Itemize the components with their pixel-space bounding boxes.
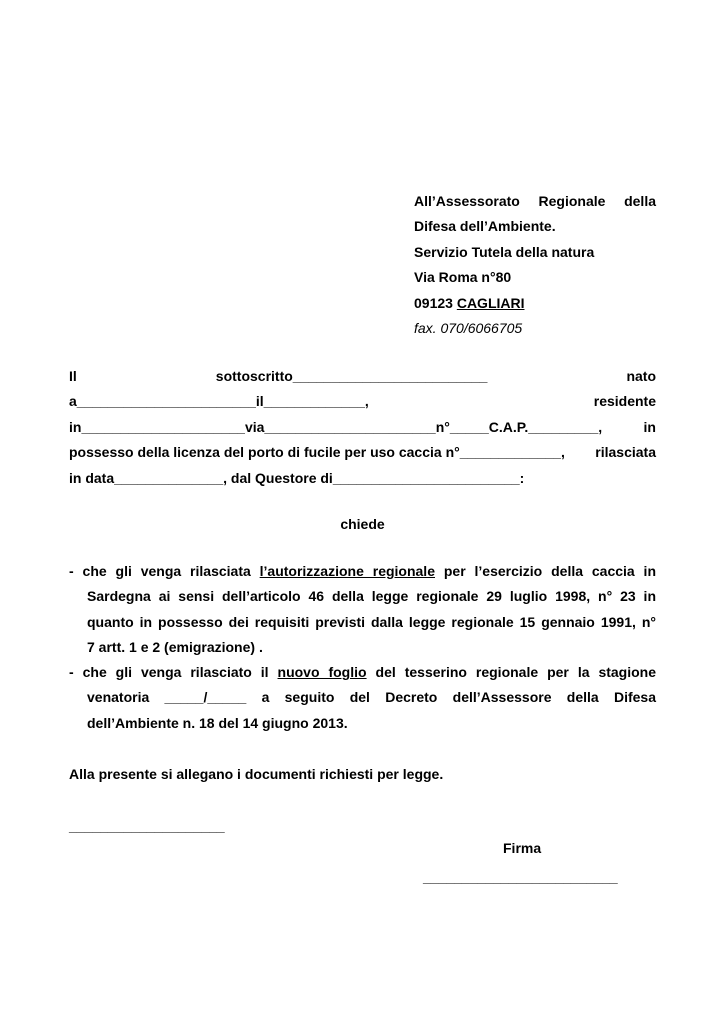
chiede-heading: chiede xyxy=(340,516,385,532)
recipient-line-4: Via Roma n°80 xyxy=(414,269,512,286)
attachments-note: Alla presente si allegano i documenti richiesti per legge. xyxy=(69,766,444,782)
declaration-text: in data______________, dal Questore di________________________: xyxy=(69,469,525,486)
request-underlined-text: nuovo foglio xyxy=(277,664,367,681)
declaration-row xyxy=(69,415,656,440)
recipient-line-3: Servizio Tutela della natura xyxy=(414,243,595,260)
declaration-row xyxy=(69,389,656,414)
declaration-text: in xyxy=(643,418,656,435)
request-text-line: Sardegna ai sensi dell’articolo 46 della legge regionale 29 luglio 1998, n° 23 in xyxy=(87,588,656,605)
date-place-line: ____________________ xyxy=(69,818,225,834)
recipient-fax: fax. 070/6066705 xyxy=(414,319,523,336)
request-list xyxy=(69,559,656,736)
request-text-line: venatoria _____/_____ a seguito del Decreto dell’Assessore della Difesa xyxy=(87,689,656,706)
declaration-paragraph xyxy=(69,364,656,491)
declaration-text: in_____________________via______________________n°_____C.A.P._________, xyxy=(69,418,603,435)
signature-line: _________________________ xyxy=(423,869,618,885)
request-item-authorization xyxy=(69,559,656,584)
request-text-line: dell’Ambiente n. 18 del 14 giugno 2013. xyxy=(87,714,348,731)
recipient-cap: 09123 xyxy=(414,294,453,311)
request-underlined-text: l’autorizzazione regionale xyxy=(259,563,435,579)
request-item-new-sheet xyxy=(69,660,656,685)
request-text: per l’esercizio della caccia in xyxy=(443,563,657,579)
declaration-text: sottoscritto_________________________ xyxy=(215,368,488,384)
declaration-text: nato xyxy=(626,368,656,384)
request-text-line: quanto in possesso dei requisiti previsti dalla legge regionale 15 gennaio 1991, n° xyxy=(87,613,656,630)
request-text: - che gli venga rilasciata xyxy=(69,563,251,579)
recipient-city-line xyxy=(414,291,656,316)
request-text: - che gli venga rilasciato il xyxy=(69,664,269,681)
recipient-address xyxy=(414,189,656,341)
request-text-line: 7 artt. 1 e 2 (emigrazione) . xyxy=(87,638,263,655)
declaration-row xyxy=(69,364,656,389)
declaration-text: a_______________________il_____________, xyxy=(69,393,369,410)
request-text: del tesserino regionale per la stagione xyxy=(375,664,657,681)
declaration-row xyxy=(69,440,656,465)
declaration-text: possesso della licenza del porto di fucile per uso caccia n°_____________, xyxy=(69,444,565,461)
declaration-text: residente xyxy=(593,393,656,410)
declaration-text: rilasciata xyxy=(595,444,656,461)
signature-label: Firma xyxy=(503,840,542,856)
declaration-text: Il xyxy=(69,368,77,384)
recipient-line-1: All’Assessorato Regionale della xyxy=(414,193,656,209)
recipient-line-2: Difesa dell’Ambiente. xyxy=(414,218,556,235)
declaration-row xyxy=(69,466,656,491)
recipient-city: CAGLIARI xyxy=(456,294,525,311)
